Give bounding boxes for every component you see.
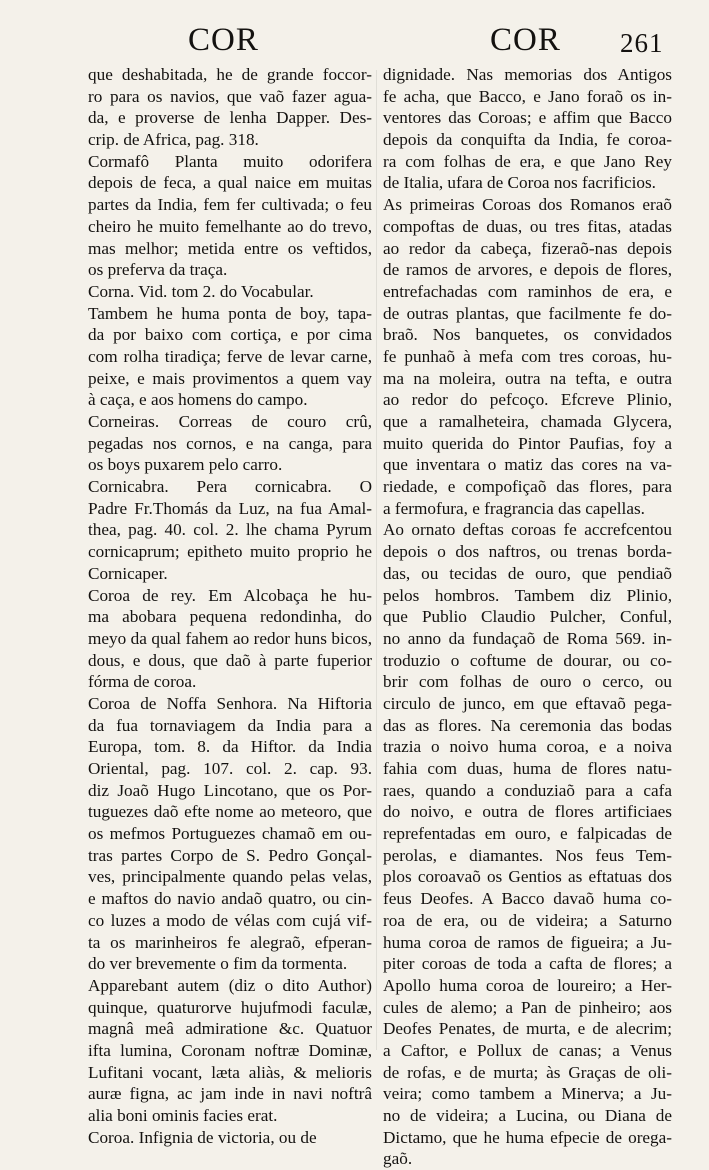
- text-line: braõ. Nos banquetes, os convidados: [383, 325, 672, 345]
- text-line: co luzes a modo de vélas com cujá vif-: [88, 910, 372, 930]
- text-line: Tambem he huma ponta de boy, tapa-: [88, 303, 372, 323]
- text-line: do ver brevemente o fim da tormenta.: [88, 954, 348, 974]
- text-line: Apollo huma coroa de loureiro; a Her-: [383, 975, 672, 995]
- text-line: depois de feca, a qual naice em muitas: [88, 173, 372, 193]
- text-line: huma coroa de ramos de figueira; a Ju-: [383, 932, 672, 952]
- text-line: de rofas, e de murta; às Graças de oli-: [383, 1062, 672, 1082]
- text-line: com rolha tiradiça; ferve de levar carne,: [88, 346, 372, 366]
- text-line: circulo de junco, em que eftavaõ pega-: [383, 693, 672, 713]
- text-line: piter coroas de toda a cafta de flores; a: [383, 954, 672, 974]
- text-line: da, e proverse de lenha Dapper. Des-: [88, 108, 372, 128]
- text-line: e maftos do navio andaõ quatro, ou cin-: [88, 889, 372, 909]
- text-line: ao redor do pefcoço. Efcreve Plinio,: [383, 390, 672, 410]
- text-line: peixe, e mais provimentos a quem vay: [88, 368, 372, 388]
- text-line: da por baixo com cortiça, e por cima: [88, 325, 372, 345]
- text-line: das as flores. Na ceremonia das bodas: [383, 715, 672, 735]
- text-line: de ramos de arvores, e depois de flores,: [383, 260, 672, 280]
- text-line: gaõ.: [383, 1149, 413, 1169]
- text-line: Cornicaper.: [88, 563, 168, 583]
- text-line: thea, pag. 40. col. 2. lhe chama Pyrum: [88, 520, 372, 540]
- running-header-right: COR: [490, 22, 561, 58]
- text-line: depois o dos naftros, ou trenas borda-: [383, 542, 672, 562]
- text-line: depois da conquifta da India, fe coroa-: [383, 130, 672, 150]
- text-line: a Caftor, e Pollux de canas; a Venus: [383, 1040, 672, 1060]
- text-line: alia boni ominis facies erat.: [88, 1106, 278, 1125]
- text-line: Ao ornato deftas coroas fe accrefcentou: [383, 520, 672, 540]
- text-line: os preferva da traça.: [88, 260, 228, 280]
- text-line: muito querida do Pintor Paufias, foy a: [383, 433, 672, 453]
- text-line: Apparebant autem (diz o dito Author): [88, 975, 372, 995]
- text-line: ro para os navios, que vaõ fazer agua-: [88, 86, 372, 106]
- text-line: quinque, quaturorve hujufmodi faculæ,: [88, 997, 372, 1017]
- text-line: Cornicabra. Pera cornicabra. O: [88, 477, 372, 497]
- text-line: ifta lumina, Coronam noftræ Dominæ,: [88, 1040, 372, 1060]
- text-line: mas melhor; metida entre os veftidos,: [88, 238, 372, 258]
- text-line: auræ figna, ac jam inde in navi noftrâ: [88, 1084, 372, 1104]
- text-line: pegadas nos cornos, e na canga, para: [88, 433, 372, 453]
- text-line: tuguezes daõ efte nome ao meteoro, que: [88, 802, 372, 822]
- text-line: Lufitani vocant, læta aliàs, & melioris: [88, 1062, 372, 1082]
- text-line: Coroa de rey. Em Alcobaça he hu-: [88, 585, 372, 605]
- right-column: [383, 64, 672, 1170]
- text-line: Dictamo, que he huma efpecie de orega-: [383, 1127, 672, 1147]
- text-line: Coroa. Infignia de victoria, ou de: [88, 1127, 317, 1147]
- text-line: os boys puxarem pelo carro.: [88, 455, 283, 475]
- text-line: trazia o noivo huma coroa, e a noiva: [383, 737, 672, 757]
- text-line: de outras plantas, que facilmente fe do-: [383, 303, 672, 323]
- text-line: pelos hombros. Tambem diz Plinio,: [383, 585, 672, 605]
- text-line: riedade, e compofiçaõ das flores, para: [383, 477, 672, 497]
- text-line: crip. de Africa, pag. 318.: [88, 130, 259, 150]
- text-line: Coroa de Noffa Senhora. Na Hiftoria: [88, 693, 372, 713]
- text-line: das, ou tecidas de ouro, que pendiaõ: [383, 563, 672, 583]
- text-line: brir com folhas de ouro o cerco, ou: [383, 672, 672, 692]
- text-line: fe punhaõ à mefa com tres coroas, hu-: [383, 346, 672, 366]
- running-header-left: COR: [188, 22, 259, 58]
- text-line: veira; como tambem a Minerva; a Ju-: [383, 1084, 672, 1104]
- text-line: partes da India, fem fer cultivada; o feu: [88, 195, 372, 215]
- text-line: feus Deofes. A Bacco davaõ huma co-: [383, 889, 672, 909]
- text-line: Cormafô Planta muito odorifera: [88, 151, 372, 171]
- text-line: da fua tornaviagem da India para a: [88, 715, 372, 735]
- text-line: Padre Fr.Thomás da Luz, na fua Amal-: [88, 498, 372, 518]
- text-line: do noivo, e outra de flores artificiaes: [383, 802, 672, 822]
- text-line: entrefachadas com raminhos de era, e: [383, 281, 672, 301]
- text-line: magnâ meâ admiratione &c. Quatuor: [88, 1019, 372, 1039]
- text-line: Europa, tom. 8. da Hiftor. da India: [88, 737, 372, 757]
- column-gutter: [376, 70, 377, 1050]
- text-line: plos coroavaõ os Gentios as eftatuas dos: [383, 867, 672, 887]
- text-line: que a ramalheteira, chamada Glycera,: [383, 412, 672, 431]
- text-line: cornicaprum; epitheto muito proprio he: [88, 542, 372, 562]
- text-line: que Publio Claudio Pulcher, Conful,: [383, 607, 672, 627]
- text-line: de Italia, ufara de Coroa nos facrificios.: [383, 173, 656, 193]
- page-number: 261: [620, 28, 664, 58]
- text-line: ventores das Coroas; e affim que Bacco: [383, 108, 672, 128]
- text-line: raes, quando a conduziaõ para a cafa: [383, 780, 672, 800]
- text-line: cheiro he muito femelhante ao do trevo,: [88, 216, 372, 236]
- text-line: Corna. Vid. tom 2. do Vocabular.: [88, 281, 314, 301]
- text-line: que inventara o matiz das cores na va-: [383, 455, 672, 475]
- text-line: meyo da qual fahem ao redor huns bicos,: [88, 628, 372, 648]
- text-line: ma abobara pequena redondinha, do: [88, 607, 372, 627]
- text-line: As primeiras Coroas dos Romanos eraõ: [383, 195, 672, 215]
- text-line: perolas, e diamantes. Nos feus Tem-: [383, 845, 672, 865]
- text-line: dous, e dous, que daõ à parte fuperior: [88, 650, 372, 670]
- text-line: Corneiras. Correas de couro crû,: [88, 412, 372, 431]
- text-line: fórma de coroa.: [88, 672, 197, 692]
- text-line: Oriental, pag. 107. col. 2. cap. 93.: [88, 759, 372, 778]
- text-line: a fermofura, e fragrancia das capellas.: [383, 498, 645, 518]
- text-line: diz Joaõ Hugo Lincotano, que os Por-: [88, 780, 372, 800]
- text-line: ta os marinheiros fe alegraõ, efperan-: [88, 932, 372, 952]
- text-line: dignidade. Nas memorias dos Antigos: [383, 65, 672, 84]
- text-line: fahia com duas, huma de flores natu-: [383, 759, 672, 778]
- text-line: troduzio o coftume de dourar, ou co-: [383, 650, 672, 670]
- text-line: cules de alemo; a Pan de pinheiro; aos: [383, 997, 672, 1017]
- left-column: [88, 64, 372, 1148]
- text-line: compoftas de duas, ou tres fitas, atadas: [383, 216, 672, 236]
- text-line: à caça, e aos homens do campo.: [88, 390, 308, 410]
- text-line: roa de era, ou de videira; a Saturno: [383, 910, 672, 930]
- text-line: ves, principalmente quando pelas velas,: [88, 867, 372, 887]
- text-line: os mefmos Portuguezes chamaõ em ou-: [88, 824, 372, 844]
- text-line: no de videira; a Lucina, ou Diana de: [383, 1106, 672, 1125]
- text-line: fe acha, que Bacco, e Jano foraõ os in-: [383, 86, 672, 106]
- text-line: ma na moleira, outra na tefta, e outra: [383, 368, 672, 388]
- text-line: ao redor da cabeça, fizeraõ-nas depois: [383, 238, 672, 258]
- text-line: que deshabitada, he de grande foccor-: [88, 65, 372, 84]
- text-line: reprefentadas em ouro, e falpicadas de: [383, 824, 672, 844]
- text-line: no anno da fundaçaõ de Roma 569. in-: [383, 628, 672, 648]
- text-line: Deofes Penates, de murta, e de alecrim;: [383, 1019, 672, 1039]
- text-line: tras partes Corpo de S. Pedro Gonçal-: [88, 845, 372, 865]
- text-line: ra com folhas de era, e que Jano Rey: [383, 151, 672, 171]
